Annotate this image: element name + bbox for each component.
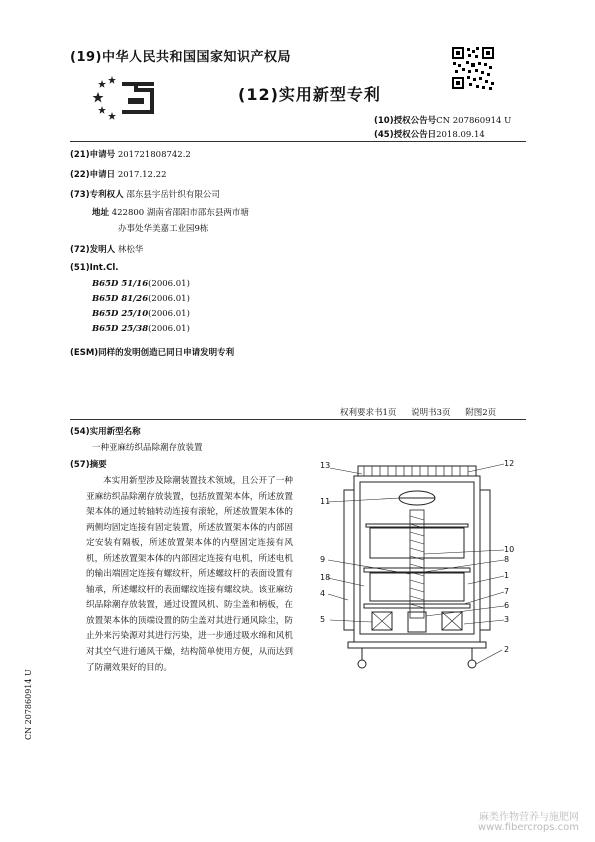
patentee-value: 邵东县宇岳针织有限公司: [126, 190, 220, 200]
intcl-label: (51)Int.Cl.: [70, 263, 119, 273]
application-number-value: 201721808742.2: [117, 150, 191, 160]
qr-code-icon: [451, 46, 495, 90]
document-type: (12)实用新型专利: [238, 85, 381, 104]
callout-10: 10: [504, 545, 515, 554]
publication-date-row: [374, 128, 485, 140]
abstract-label: (57)摘要: [70, 460, 107, 470]
ipc-entry: [92, 279, 190, 289]
inventor-value: 林松华: [117, 245, 144, 255]
page-counts: [340, 406, 496, 418]
patentee-label: (73)专利权人: [70, 190, 124, 200]
title-label: (54)实用新型名称: [70, 427, 141, 437]
callout-6: 6: [504, 601, 510, 610]
abstract-text: [86, 474, 293, 676]
callout-13: 13: [320, 461, 331, 470]
patentee-row: [70, 188, 220, 200]
publication-number-row: [374, 114, 511, 126]
claims-pages: 权利要求书1页: [340, 408, 397, 418]
ipc-version: (2006.01): [148, 324, 190, 334]
callout-1: 1: [504, 571, 510, 580]
address-line2: 办事处华美嘉工业园9栋: [118, 224, 209, 234]
callout-9: 9: [320, 555, 326, 564]
ipc-entry: [92, 324, 190, 334]
callout-4: 4: [320, 589, 326, 598]
filing-date-row: [70, 168, 166, 180]
callout-3: 3: [504, 615, 510, 624]
publication-number-value: CN 207860914 U: [436, 116, 512, 126]
watermark-line1: 麻类作物营养与施肥网: [479, 812, 579, 823]
ipc-entry: [92, 309, 190, 319]
publication-number-label: (10)授权公告号: [374, 116, 437, 126]
inventor-row: [70, 243, 143, 255]
representative-drawing: [318, 454, 518, 676]
ipc-code: B65D 51/16: [92, 279, 149, 289]
ipc-code: B65D 25/10: [92, 309, 149, 319]
watermark-line2: www.fibercrops.com: [477, 822, 579, 833]
callout-5: 5: [320, 615, 326, 624]
abstract-body: 本实用新型涉及除潮装置技术领域，且公开了一种亚麻纺织品除潮存放装置，包括放置架本体，所述放置架本体的通过转轴转动连接有滚轮，所述放置架本体的两侧均固定连接有固定装置，所述放置架本体的内部固定安装有隔板，所述放置架本体的内壁固定连接有风机，所述放置架本体的内部固定连接有电机，所述电机的输出端固定连接有螺纹杆，所述螺纹杆的表面设置有轴承，所述螺纹杆的表面螺纹连接有螺纹块。该亚麻纺织品除潮存放装置，通过设置风机、防尘盖和柄板，在放置架本体的顶端设置的防尘盖对其进行通风除尘，防止外来污染源对其进行污染，进一步通过吸水绵和风机对其空气进行通风干燥，结构简单使用方便，从而达到了防潮效果好的目的。: [86, 476, 293, 673]
ipc-version: (2006.01): [148, 279, 190, 289]
utility-model-title: 一种亚麻纺织品除潮存放装置: [92, 443, 203, 453]
ipc-version: (2006.01): [148, 309, 190, 319]
description-pages: 说明书3页: [411, 408, 451, 418]
filing-date-label: (22)申请日: [70, 170, 116, 180]
callout-8: 8: [504, 555, 510, 564]
ipc-code: B65D 81/26: [92, 294, 149, 304]
emblem-icon: [92, 74, 160, 120]
side-publication-number: CN 207860914 U: [24, 669, 33, 740]
esm-note: (ESM)同样的发明创造已同日申请发明专利: [70, 348, 235, 358]
publication-date-label: (45)授权公告日: [374, 130, 437, 140]
ipc-version: (2006.01): [148, 294, 190, 304]
office-name: (19)中华人民共和国国家知识产权局: [70, 50, 291, 65]
application-number-row: [70, 148, 191, 160]
inventor-label: (72)发明人: [70, 245, 116, 255]
callout-2: 2: [504, 645, 510, 654]
callout-18: 18: [320, 573, 331, 582]
ipc-entry: [92, 294, 190, 304]
counts-divider: [70, 419, 526, 420]
publication-date-value: 2018.09.14: [436, 130, 485, 140]
callout-12: 12: [504, 459, 515, 468]
drawings-pages: 附图2页: [465, 408, 497, 418]
ipc-code: B65D 25/38: [92, 324, 149, 334]
address-label: 地址: [92, 208, 110, 218]
callout-11: 11: [320, 497, 331, 506]
filing-date-value: 2017.12.22: [117, 170, 167, 180]
header-divider: [70, 141, 526, 142]
application-number-label: (21)申请号: [70, 150, 116, 160]
address-row: [92, 206, 249, 218]
callout-7: 7: [504, 587, 510, 596]
address-line1: 422800 湖南省邵阳市邵东县两市塘: [111, 208, 249, 218]
